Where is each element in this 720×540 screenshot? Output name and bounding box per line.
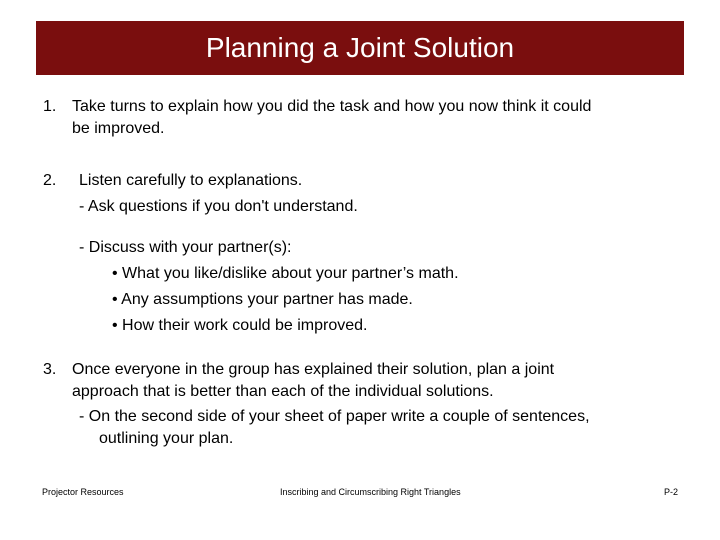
footer-left: Projector Resources xyxy=(42,487,124,497)
item-number: 2. xyxy=(43,172,57,189)
sub-item-continuation: outlining your plan. xyxy=(99,430,234,447)
item-text-line: approach that is better than each of the individual solutions. xyxy=(72,383,494,400)
footer-center: Inscribing and Circumscribing Right Triangles xyxy=(280,487,461,497)
sub-item: - Discuss with your partner(s): xyxy=(79,239,292,256)
bullet-item: • How their work could be improved. xyxy=(112,317,368,334)
bullet-item: • What you like/dislike about your partner’s math. xyxy=(112,265,459,282)
slide-title: Planning a Joint Solution xyxy=(205,32,515,63)
item-text-line: Take turns to explain how you did the task and how you now think it could xyxy=(72,98,592,115)
item-text-line: be improved. xyxy=(72,120,165,137)
item-number: 1. xyxy=(43,98,57,115)
sub-item: - Ask questions if you don't understand. xyxy=(79,198,358,215)
footer-page-number: P-2 xyxy=(664,487,679,497)
bullet-item: • Any assumptions your partner has made. xyxy=(112,291,413,308)
item-number: 3. xyxy=(43,361,57,378)
sub-item: - On the second side of your sheet of paper write a couple of sentences, xyxy=(79,408,590,425)
item-text-line: Once everyone in the group has explained their solution, plan a joint xyxy=(72,361,555,378)
title-bar xyxy=(36,21,684,75)
item-text-line: Listen carefully to explanations. xyxy=(79,172,303,189)
